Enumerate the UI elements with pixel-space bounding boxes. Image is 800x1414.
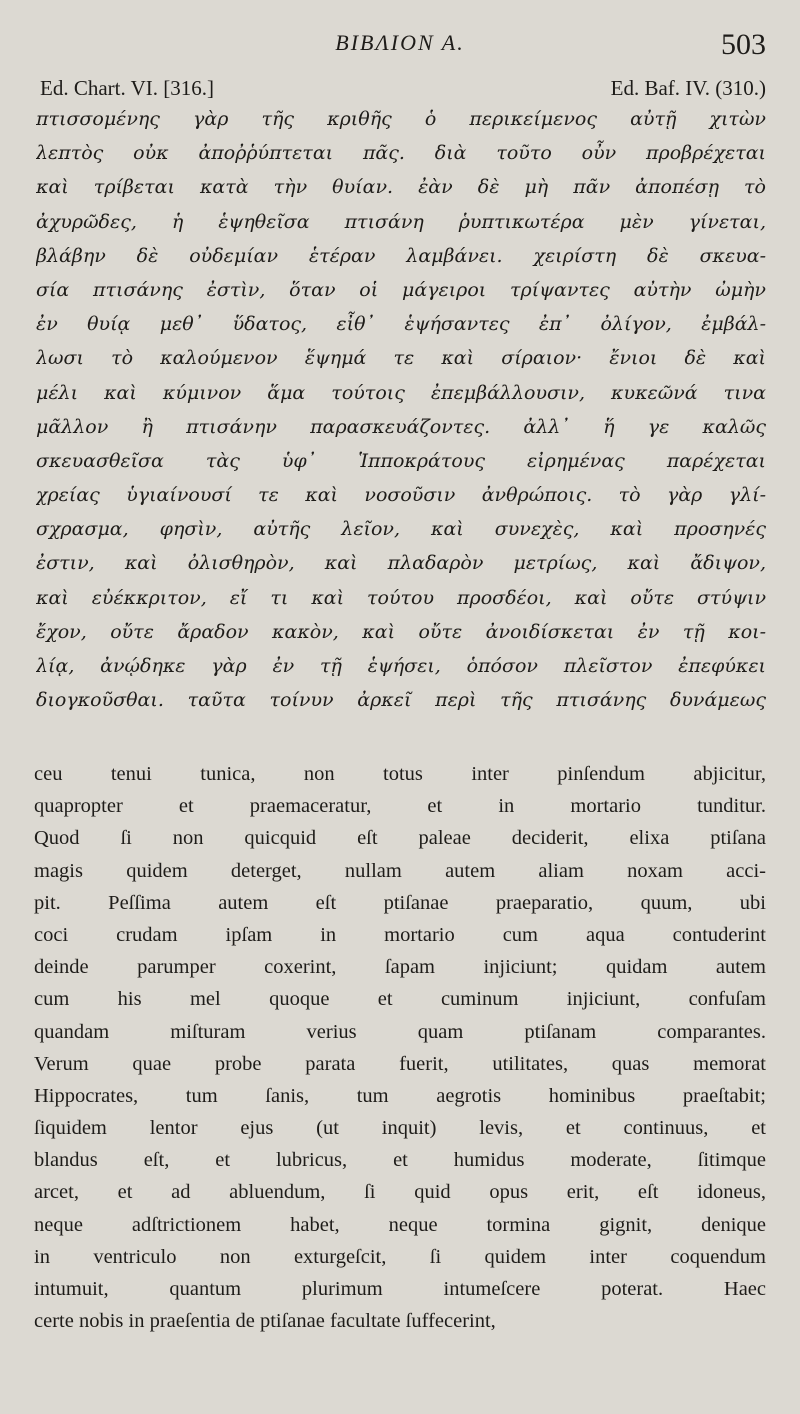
latin-text-line: in ventriculo non exturgeſcit, ſi quidem inter coquendum: [34, 1245, 766, 1268]
greek-text-line: βλάβην δὲ οὐδεμίαν ἑτέραν λαμβάνει. χειρίστη δὲ σκευα-: [36, 244, 766, 267]
latin-text-line: certe nobis in praeſentia de ptiſanae facultate ſuffecerint,: [34, 1310, 496, 1333]
latin-text-line: blandus eſt, et lubricus, et humidus moderate, ſitimque: [34, 1149, 766, 1172]
latin-text-line: ceu tenui tunica, non totus inter pinſendum abjicitur,: [34, 763, 766, 785]
greek-text-line: μέλι καὶ κύμινον ἅμα τούτοις ἐπεμβάλλουσιν, κυκεῶνά τινα: [36, 381, 766, 404]
greek-text-line: ἔχον, οὔτε ἄραδον κακὸν, καὶ οὔτε ἀνοιδίσκεται ἐν τῇ κοι-: [36, 620, 766, 643]
latin-text-line: Hippocrates, tum ſanis, tum aegrotis hominibus praeſtabit;: [34, 1084, 766, 1107]
latin-text-line: cum his mel quoque et cuminum injiciunt, confuſam: [34, 988, 766, 1011]
greek-text-line: σχρασμα, φησὶν, αὐτῆς λεῖον, καὶ συνεχὲς, καὶ προσηνές: [36, 518, 766, 541]
edition-ref-chartier: Ed. Chart. VI. [316.]: [40, 76, 214, 100]
greek-text-line: διογκοῦσθαι. ταῦτα τοίνυν ἀρκεῖ περὶ τῆς πτισάνης δυνάμεως: [36, 689, 766, 712]
latin-text-block: [34, 758, 766, 1337]
latin-text-line: pit. Peſſima autem eſt ptiſanae praeparatio, quum, ubi: [34, 891, 766, 914]
latin-text-line: deinde parumper coxerint, ſapam injiciunt; quidam autem: [34, 956, 766, 979]
greek-text-line: καὶ τρίβεται κατὰ τὴν θυίαν. ἐὰν δὲ μὴ πᾶν ἀποπέσῃ τὸ: [36, 176, 766, 199]
greek-text-line: ἐν θυίᾳ μεθ᾽ ὕδατος, εἶθ᾽ ἑψήσαντες ἐπ᾽ ὀλίγον, ἐμβάλ-: [36, 313, 766, 336]
latin-text-line: magis quidem deterget, nullam autem aliam noxam acci-: [34, 859, 766, 882]
latin-text-line: quapropter et praemaceratur, et in mortario tunditur.: [34, 795, 766, 818]
latin-text-line: ſiquidem lentor ejus (ut inquit) levis, et continuus, et: [34, 1117, 766, 1140]
greek-text-line: χρείας ὑγιαίνουσί τε καὶ νοσοῦσιν ἀνθρώποις. τὸ γὰρ γλί-: [36, 484, 766, 507]
latin-text-line: neque adſtrictionem habet, neque tormina gignit, denique: [34, 1213, 766, 1236]
latin-text-line: arcet, et ad abluendum, ſi quid opus erit, eſt idoneus,: [34, 1181, 766, 1204]
latin-text-line: coci crudam ipſam in mortario cum aqua contuderint: [34, 923, 766, 946]
latin-text-line: Verum quae probe parata fuerit, utilitates, quas memorat: [34, 1052, 766, 1075]
greek-text-block: [36, 102, 766, 717]
greek-text-line: πτισσομένης γὰρ τῆς κριθῆς ὁ περικείμενος αὐτῇ χιτὼν: [36, 108, 766, 130]
page-number: 503: [721, 28, 766, 61]
greek-text-line: ἀχυρῶδες, ἡ ἑψηθεῖσα πτισάνη ῥυπτικωτέρα μὲν γίνεται,: [36, 210, 766, 233]
greek-text-line: λίᾳ, ἀνῴδηκε γὰρ ἐν τῇ ἑψήσει, ὁπόσον πλεῖστον ἐπεφύκει: [36, 655, 766, 677]
edition-ref-basel: Ed. Baf. IV. (310.): [610, 76, 766, 100]
latin-text-line: Quod ſi non quicquid eſt paleae deciderit, elixa ptiſana: [34, 827, 766, 850]
latin-text-line: quandam miſturam verius quam ptiſanam comparantes.: [34, 1020, 766, 1043]
greek-text-line: σκευασθεῖσα τὰς ὑφ᾽ Ἱπποκράτους εἰρημένας παρέχεται: [36, 449, 766, 472]
greek-text-line: μᾶλλον ἢ πτισάνην παρασκευάζοντες. ἀλλ᾽ ἥ γε καλῶς: [36, 415, 766, 438]
greek-text-line: σία πτισάνης ἐστὶν, ὅταν οἱ μάγειροι τρίψαντες αὐτὴν ὠμὴν: [36, 278, 766, 301]
latin-text-line: intumuit, quantum plurimum intumeſcere poterat. Haec: [34, 1278, 766, 1300]
greek-text-line: λωσι τὸ καλούμενον ἕψημά τε καὶ σίραιον· ἔνιοι δὲ καὶ: [36, 347, 766, 370]
greek-text-line: λεπτὸς οὐκ ἀποῤῥύπτεται πᾶς. διὰ τοῦτο οὖν προβρέχεται: [36, 142, 766, 165]
running-head: [0, 30, 800, 64]
greek-text-line: ἐστιν, καὶ ὀλισθηρὸν, καὶ πλαδαρὸν μετρίως, καὶ ἄδιψον,: [36, 552, 766, 575]
running-title: BIBΛΙΟΝ Α.: [335, 30, 465, 55]
greek-text-line: καὶ εὐέκκριτον, εἴ τι καὶ τούτου προσδέοι, καὶ οὔτε στύψιν: [36, 586, 766, 609]
edition-references: [40, 76, 766, 104]
